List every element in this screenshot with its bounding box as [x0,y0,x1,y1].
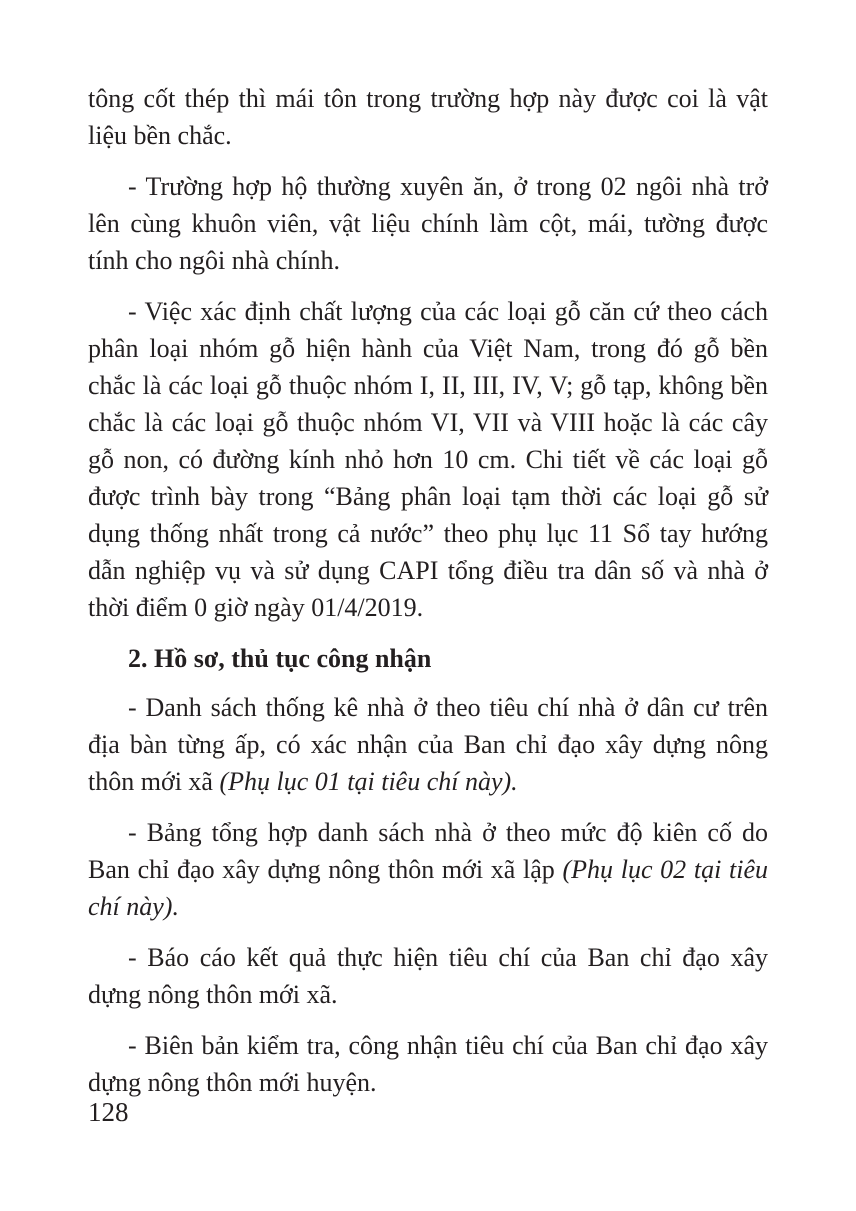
appendix-02-reference: (Phụ lục 02 tại tiêu chí này). [88,855,768,921]
body-text [88,80,768,1115]
appendix-01-reference: (Phụ lục 01 tại tiêu chí này). [219,767,518,796]
paragraph-summary-table [88,814,768,925]
section-heading: 2. Hồ sơ, thủ tục công nhận [128,644,432,673]
paragraph-summary-table-text: - Bảng tổng hợp danh sách nhà ở theo mức độ kiên cố do Ban chỉ đạo xây dựng nông thôn mới xã lập [88,818,768,884]
paragraph-housing-list [88,689,768,800]
paragraph-inspection-record: - Biên bản kiểm tra, công nhận tiêu chí của Ban chỉ đạo xây dựng nông thôn mới huyện. [88,1031,768,1097]
page-number: 128 [88,1097,129,1127]
paragraph-report: - Báo cáo kết quả thực hiện tiêu chí của Ban chỉ đạo xây dựng nông thôn mới xã. [88,943,768,1009]
paragraph-main-house: - Trường hợp hộ thường xuyên ăn, ở trong 02 ngôi nhà trở lên cùng khuôn viên, vật liệu chính làm cột, mái, tường được tính cho ngôi nhà chính. [88,172,768,275]
paragraph-wood-quality: - Việc xác định chất lượng của các loại gỗ căn cứ theo cách phân loại nhóm gỗ hiện hành của Việt Nam, trong đó gỗ bền chắc là các loại gỗ thuộc nhóm I, II, III, IV, V; gỗ tạp, không bền chắc là các loại gỗ thuộc nhóm VI, VII và VIII hoặc là các cây gỗ non, có đường kính nhỏ hơn 10 cm. Chi tiết về các loại gỗ được trình bày trong “Bảng phân loại tạm thời các loại gỗ sử dụng thống nhất trong cả nước” theo phụ lục 11 Sổ tay hướng dẫn nghiệp vụ và sử dụng CAPI tổng điều tra dân số và nhà ở thời điểm 0 giờ ngày 01/4/2019. [88,297,768,622]
paragraph-continuation: tông cốt thép thì mái tôn trong trường hợp này được coi là vật liệu bền chắc. [88,84,768,150]
paragraph-housing-list-text: - Danh sách thống kê nhà ở theo tiêu chí nhà ở dân cư trên địa bàn từng ấp, có xác nhận của Ban chỉ đạo xây dựng nông thôn mới xã [88,693,768,796]
